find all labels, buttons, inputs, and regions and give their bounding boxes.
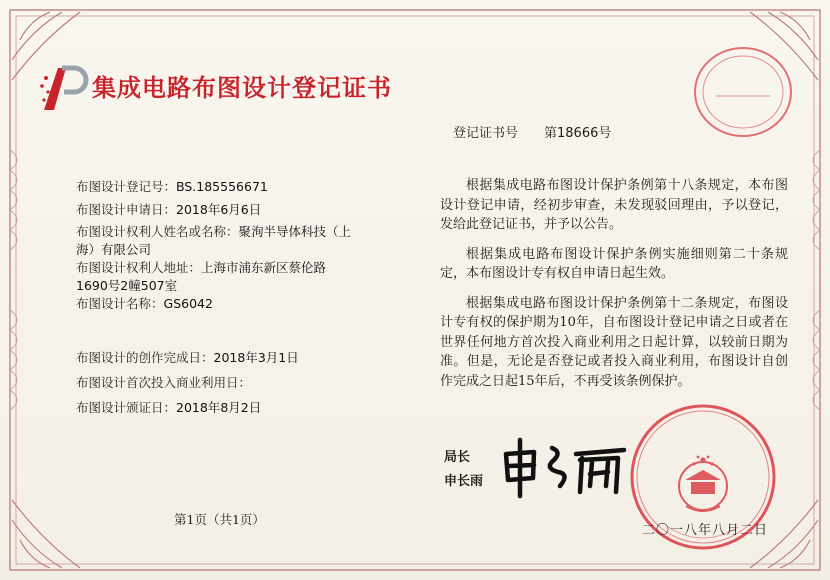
director-title: 局长 [444, 450, 471, 465]
field-issue-date: 布图设计颁证日：2018年8月2日 [76, 400, 262, 415]
field-holder-address: 布图设计权利人地址：上海市浦东新区蔡伦路1690号2幢507室 [76, 260, 327, 293]
certificate-issue-date: 二〇一八年八月二日 [642, 523, 769, 538]
registration-number-line [453, 122, 612, 141]
field-creation-date: 布图设计的创作完成日：2018年3月1日 [76, 350, 299, 365]
statement-paragraph-3: 根据集成电路布图设计保护条例第十二条规定，布图设计专有权的保护期为10年，自布图设计登记申请之日或者在世界任何地方首次投入商业利用之日起计算，以较前日期为准。但是，无论是否登记或者投入商业利用，布图设计自创作完成之日起15年后，不再受该条例保护。 [440, 295, 788, 389]
statement-paragraph-1: 根据集成电路布图设计保护条例第十八条规定，本布图设计登记申请，经初步审查，未发现驳回理由，予以登记，发给此登记证书，并予以公告。 [440, 178, 788, 232]
handwritten-signature [500, 432, 630, 500]
statement-paragraph-2: 根据集成电路布图设计保护条例实施细则第二十条规定，本布图设计专有权自申请日起生效。 [440, 246, 788, 281]
small-red-seal-stamp [690, 44, 796, 140]
page-number: 第1页（共1页） [174, 512, 265, 527]
field-registration-no: 布图设计登记号：BS.185556671 [76, 179, 268, 194]
field-design-name: 布图设计名称：GS6042 [76, 296, 213, 311]
registration-number-value: 第18666号 [544, 126, 612, 141]
field-right-holder: 布图设计权利人姓名或名称：聚洵半导体科技（上海）有限公司 [76, 224, 352, 257]
field-first-commercial-use-date: 布图设计首次投入商业利用日： [76, 375, 252, 390]
legal-statement [440, 176, 788, 401]
certificate-title: 集成电路布图设计登记证书 [92, 74, 392, 102]
director-name: 申长雨 [444, 474, 484, 489]
ip-logo-icon [38, 64, 90, 112]
registration-number-label: 登记证书号 [453, 126, 519, 141]
field-application-date: 布图设计申请日：2018年6月6日 [76, 202, 262, 217]
